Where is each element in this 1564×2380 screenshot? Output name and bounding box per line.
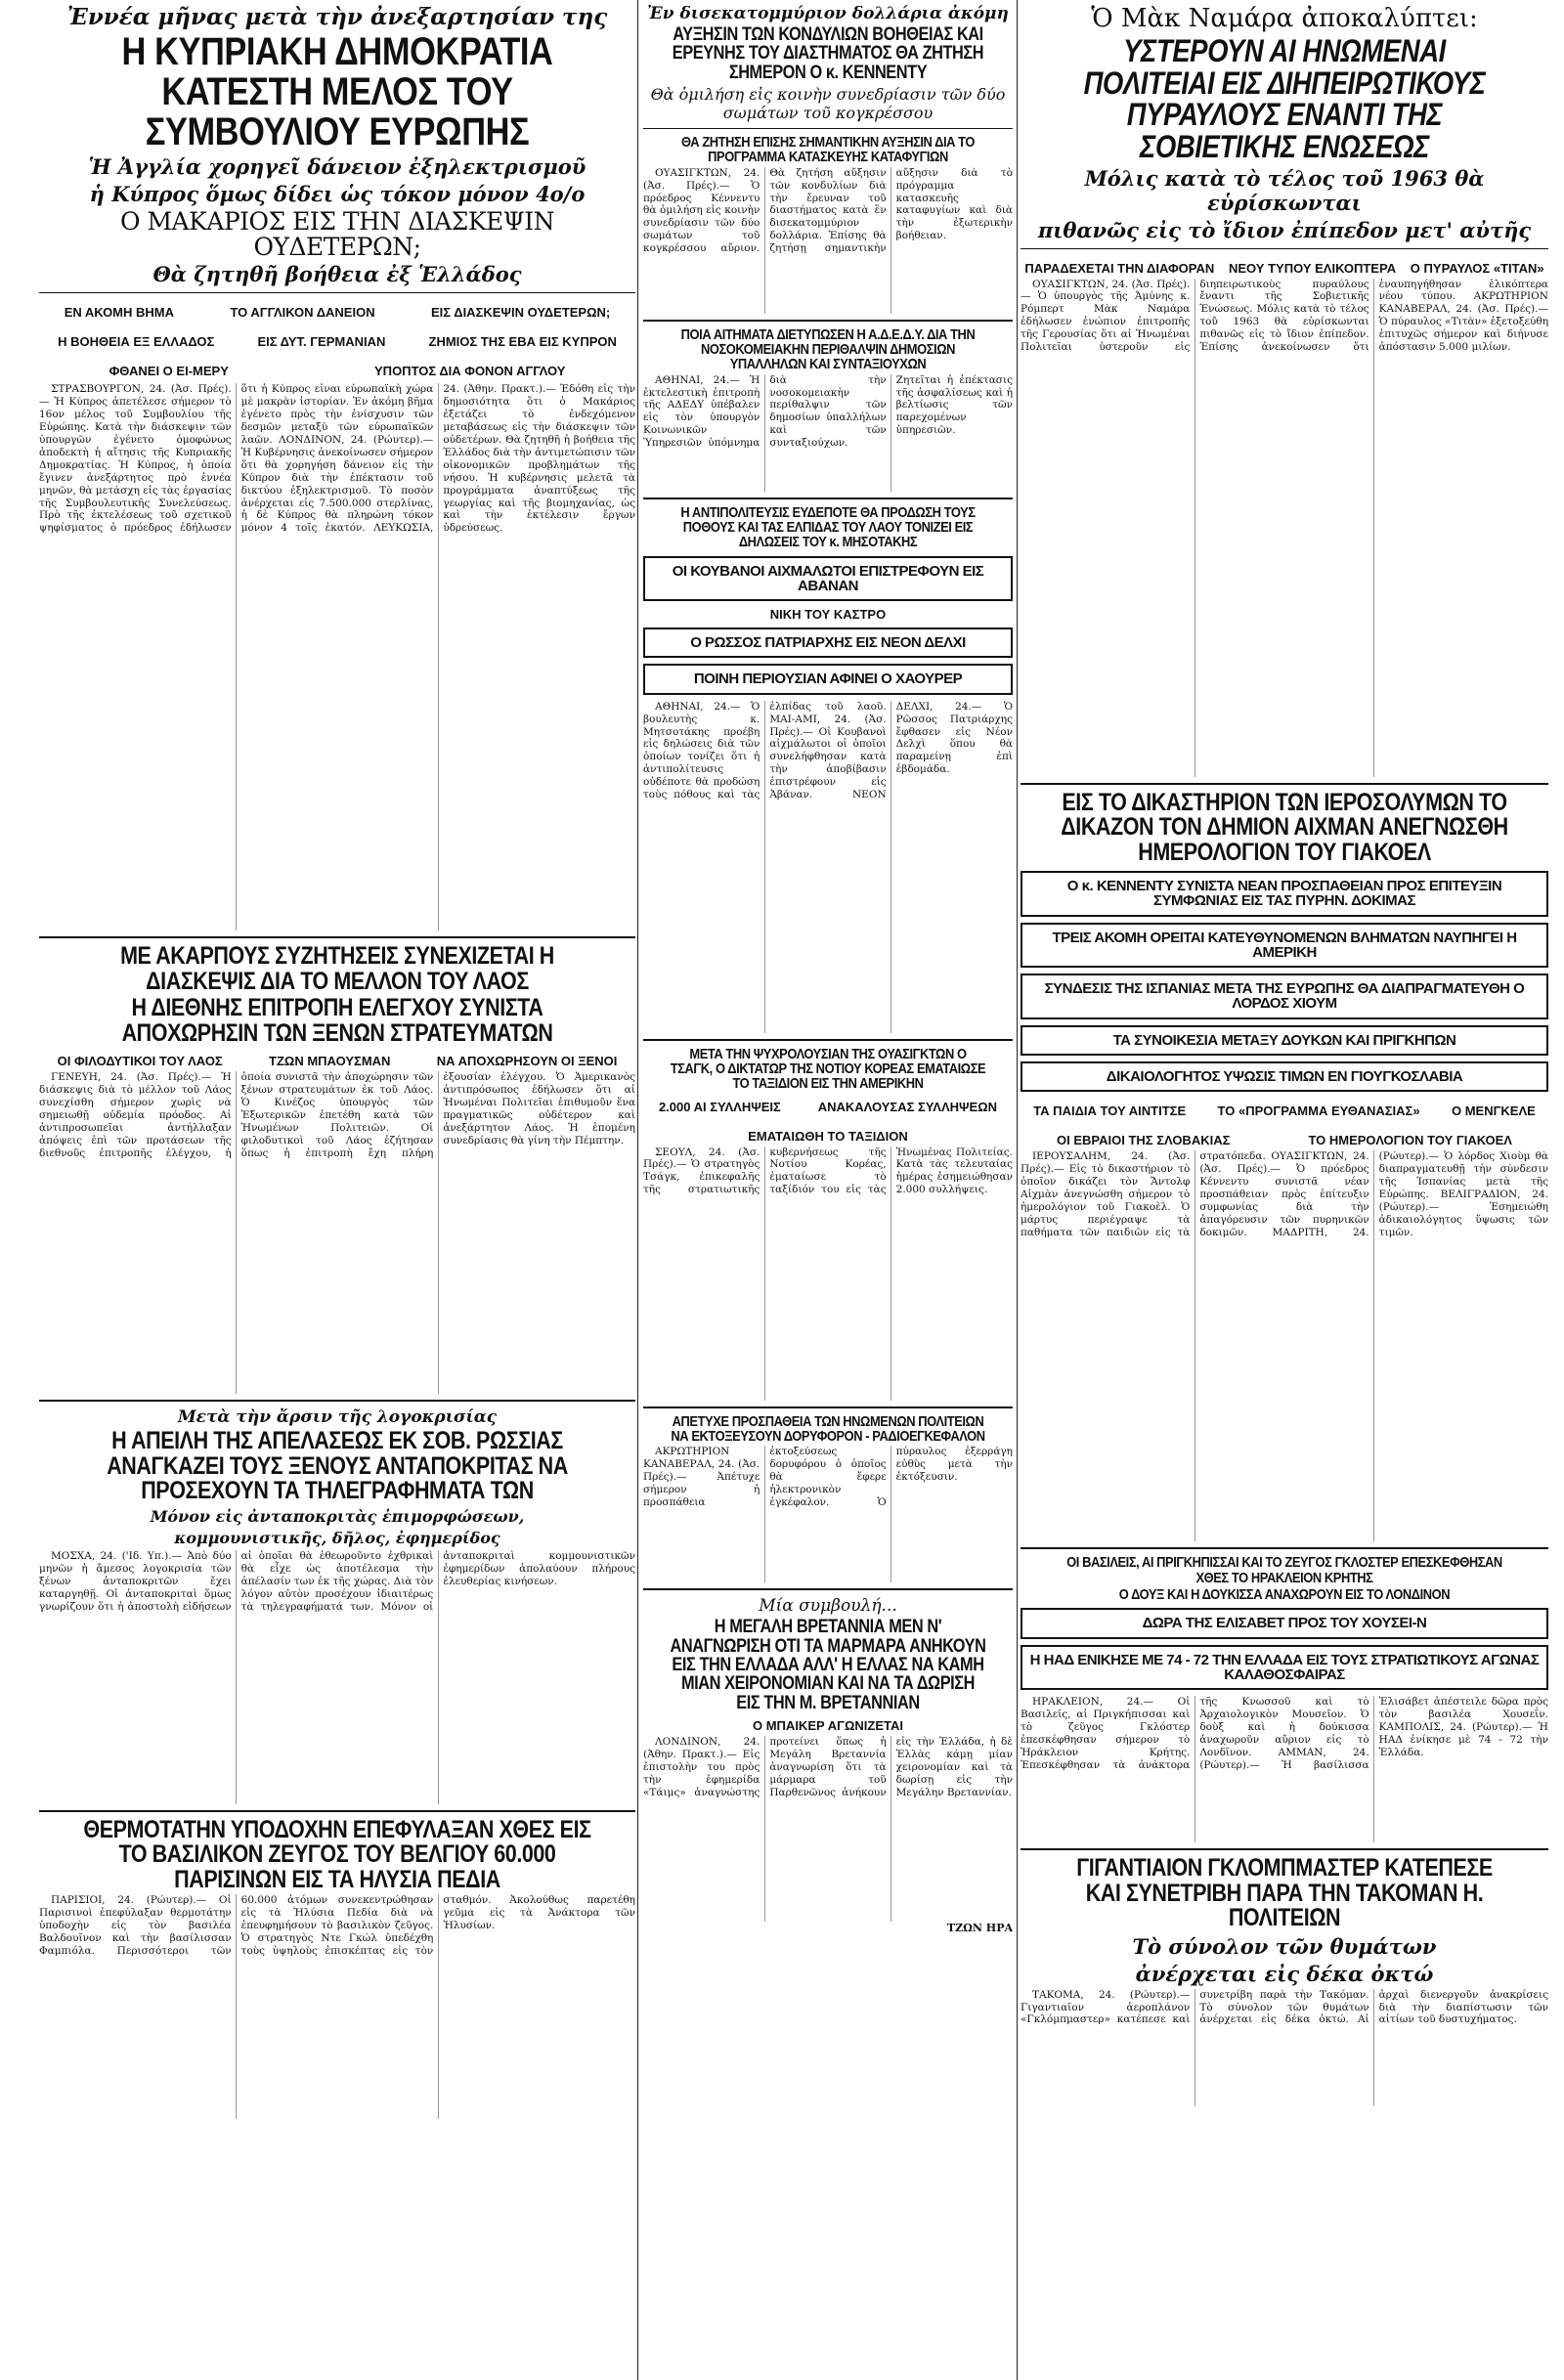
box-title: ΤΡΕΙΣ ΑΚΟΜΗ ΟΡΕΙΤΑΙ ΚΑΤΕΥΘΥΝΟΜΕΝΩΝ ΒΛΗΜΑΤΩΝ ΝΑΥΠΗΓΕΙ Η ΑΜΕΡΙΚΗ <box>1052 929 1517 961</box>
box-title: ΟΙ ΚΟΥΒΑΝΟΙ ΑΙΧΜΑΛΩΤΟΙ ΕΠΙΣΤΡΕΦΟΥΝ ΕΙΣ ΑΒΑΝΑΝ <box>672 562 984 594</box>
article-royals-crete <box>1021 1555 1548 1842</box>
subhead: Η ΒΟΗΘΕΙΑ ΕΞ ΕΛΛΑΔΟΣ <box>58 334 215 350</box>
headline: Ο ΔΟΥΞ ΚΑΙ Η ΔΟΥΚΙΣΣΑ ΑΝΑΧΩΡΟΥΝ ΕΙΣ ΤΟ ΛΟΝΔΙΝΟΝ <box>1118 1585 1451 1603</box>
article-globemaster <box>1021 1856 1548 2106</box>
article-body <box>39 383 635 930</box>
subhead: ΝΕΟΥ ΤΥΠΟΥ ΕΛΙΚΟΠΤΕΡΑ <box>1229 260 1397 276</box>
article-body <box>39 1071 635 1394</box>
article-body <box>1021 1989 1548 2106</box>
article-body <box>39 1894 635 2119</box>
column-rule <box>1017 0 1018 2380</box>
divider <box>643 1588 1013 1590</box>
box-title: Η ΗΑΔ ΕΝΙΚΗΣΕ ΜΕ 74 - 72 ΤΗΝ ΕΛΛΑΔΑ ΕΙΣ ΤΟΥΣ ΣΤΡΑΤΙΩΤΙΚΟΥΣ ΑΓΩΝΑΣ ΚΑΛΑΘΟΣΦΑΙΡΑΣ <box>1029 1651 1540 1683</box>
signature: ΤΖΩΝ ΗΡΑ <box>946 1922 1013 1935</box>
divider <box>39 936 635 938</box>
deck: Μόλις κατὰ τὸ τέλος τοῦ 1963 θὰ εὑρίσκωνται <box>1084 165 1485 215</box>
headline: ΜΕ ΑΚΑΡΠΟΥΣ ΣΥΖΗΤΗΣΕΙΣ ΣΥΝΕΧΙΖΕΤΑΙ Η ΔΙΑΣΚΕΨΙΣ ΔΙΑ ΤΟ ΜΕΛΛΟΝ ΤΟΥ ΛΑΟΣ <box>120 942 554 995</box>
subhead: ΤΖΩΝ ΜΠΑΟΥΣΜΑΝ <box>269 1054 391 1069</box>
subhead: ΠΑΡΑΔΕΧΕΤΑΙ ΤΗΝ ΔΙΑΦΟΡΑΝ <box>1024 260 1215 276</box>
column-rule <box>637 0 638 2380</box>
box-title: ΔΩΡΑ ΤΗΣ ΕΛΙΣΑΒΕΤ ΠΡΟΣ ΤΟΥ ΧΟΥΣΕΙ-Ν <box>1142 1615 1427 1632</box>
column-left <box>39 0 635 2380</box>
article-body <box>1021 1150 1548 1541</box>
divider <box>643 1406 1013 1408</box>
subhead: ΝΑ ΑΠΟΧΩΡΗΣΟΥΝ ΟΙ ΞΕΝΟΙ <box>436 1054 618 1069</box>
headline: Η ΜΕΓΑΛΗ ΒΡΕΤΑΝΝΙΑ ΜΕΝ Ν' ΑΝΑΓΝΩΡΙΣΗ ΟΤΙ ΤΑ ΜΑΡΜΑΡΑ ΑΝΗΚΟΥΝ ΕΙΣ ΤΗΝ ΕΛΛΑΔΑ ΑΛΛ' Η ΕΛΛΑΣ ΝΑ ΚΑΜΗ ΜΙΑΝ ΧΕΙΡΟΝΟΜΙΑΝ ΚΑΙ ΝΑ ΤΑ ΔΩΡΙΣΗ ΕΙΣ ΤΗΝ Μ. ΒΡΕΤΑΝΝΙΑΝ <box>670 1617 986 1713</box>
article-kennedy <box>643 4 1013 314</box>
headline: Η ΔΙΕΘΝΗΣ ΕΠΙΤΡΟΠΗ ΕΛΕΓΧΟΥ ΣΥΝΙΣΤΑ ΑΠΟΧΩΡΗΣΙΝ ΤΩΝ ΞΕΝΩΝ ΣΤΡΑΤΕΥΜΑΤΩΝ <box>121 994 553 1047</box>
box-title: ΣΥΝΔΕΣΙΣ ΤΗΣ ΙΣΠΑΝΙΑΣ ΜΕΤΑ ΤΗΣ ΕΥΡΩΠΗΣ ΘΑ ΔΙΑΠΡΑΓΜΑΤΕΥΘΗ Ο ΛΟΡΔΟΣ ΧΙΟΥΜ <box>1044 980 1525 1013</box>
article-belgium <box>39 1815 635 2120</box>
boxed-headline <box>1021 1608 1548 1638</box>
box-title: ΔΙΚΑΙΟΛΟΓΗΤΟΣ ΥΨΩΣΙΣ ΤΙΜΩΝ ΕΝ ΓΙΟΥΓΚΟΣΛΑΒΙΑ <box>1106 1068 1463 1086</box>
boxed-headline <box>643 664 1013 694</box>
deck: Τὸ σύνολον τῶν θυμάτων <box>1132 1933 1437 1959</box>
boxed-headline <box>1021 1025 1548 1056</box>
box-title: ΠΟΙΝΗ ΠΕΡΙΟΥΣΙΑΝ ΑΦΙΝΕΙ Ο ΧΑΟΥΡΕΡ <box>693 671 963 688</box>
subhead: ΤΟ «ΠΡΟΓΡΑΜΜΑ ΕΥΘΑΝΑΣΙΑΣ» <box>1217 1103 1420 1119</box>
boxed-headline <box>1021 871 1548 917</box>
kicker: Μία συμβουλή... <box>759 1596 897 1617</box>
subhead: 2.000 ΑΙ ΣΥΛΛΗΨΕΙΣ <box>658 1099 781 1114</box>
column-right <box>1021 0 1548 2380</box>
kicker: Ὁ Μὰκ Ναμάρα ἀποκαλύπτει: <box>1091 4 1478 33</box>
headline: Η ΑΝΤΙΠΟΛΙΤΕΥΣΙΣ ΕΥΔΕΠΟΤΕ ΘΑ ΠΡΟΔΩΣΗ ΤΟΥΣ ΠΟΘΟΥΣ ΚΑΙ ΤΑΣ ΕΛΠΙΔΑΣ ΤΟΥ ΛΑΟΥ ΤΟΝΙΖΕΙ ΕΙΣ ΔΗΛΩΣΕΙΣ ΤΟΥ κ. ΜΗΣΟΤΑΚΗΣ <box>680 503 976 551</box>
article-laos <box>39 944 635 1394</box>
headline: ΜΕΤΑ ΤΗΝ ΨΥΧΡΟΛΟΥΣΙΑΝ ΤΗΣ ΟΥΑΣΙΓΚΤΩΝ Ο ΤΣΑΓΚ, Ο ΔΙΚΤΑΤΩΡ ΤΗΣ ΝΟΤΙΟΥ ΚΟΡΕΑΣ ΕΜΑΤΑΙΩΣΕ ΤΟ ΤΑΞΙΔΙΟΝ ΕΙΣ ΤΗΝ ΑΜΕΡΙΚΗΝ <box>670 1045 986 1093</box>
article-adedy <box>643 327 1013 492</box>
subhead: ΦΘΑΝΕΙ Ο ΕΙ-ΜΕΡΥ <box>109 364 229 379</box>
deck: Θὰ ὁμιλήση εἰς κοινὴν συνεδρίασιν τῶν δύο σωμάτων τοῦ κογκρέσσου <box>650 85 1006 123</box>
deck: ἀνέρχεται εἰς δέκα ὀκτώ <box>1135 1961 1434 1986</box>
subhead: ΕΝ ΑΚΟΜΗ ΒΗΜΑ <box>64 305 175 321</box>
subhead: ΟΙ ΦΙΛΟΔΥΤΙΚΟΙ ΤΟΥ ΛΑΟΣ <box>57 1054 223 1069</box>
deck: Ἡ Ἀγγλία χορηγεῖ δάνειον ἐξηλεκτρισμοῦ <box>88 154 586 180</box>
divider <box>39 1400 635 1402</box>
divider <box>1021 1848 1548 1850</box>
headline: ΥΣΤΕΡΟΥΝ ΑΙ ΗΝΩΜΕΝΑΙ ΠΟΛΙΤΕΙΑΙ ΕΙΣ ΔΙΗΠΕΙΡΩΤΙΚΟΥΣ ΠΥΡΑΥΛΟΥΣ ΕΝΑΝΤΙ ΤΗΣ ΣΟΒΙΕΤΙΚΗΣ ΕΝΩΣΕΩΣ <box>1083 33 1486 164</box>
paragraph: ΣΤΡΑΣΒΟΥΡΓΟΝ, 24. (Ἀσ. Πρές).— Ἡ Κύπρος ἀπετέλεσε σήμερον τὸ 16ον μέλος τοῦ Συμβουλίου τῆς Εὐρώπης. Κατὰ τὴν διάσκεψιν τῶν ὑπουργῶν ἐγένετο ὁμοφώνως ἀποδεκτὴ ἡ αἴτησις τῆς Κυπριακῆς Δημοκρατίας. Ἡ Κύπρος, ἡ ὁποία ἔγινεν ἀνεξάρτητος πρὸ ἐννέα μηνῶν, θὰ μετάσχη εἰς τὰς ἐργασίας τῆς Συμβουλευτικῆς Συνελεύσεως. Πρὸ τῆς ἐκτελέσεως τοῦ σχετικοῦ ψηφίσματος ὁ πρόεδρος ἐδήλωσεν ὅτι ἡ Κύπρος εἶναι εὐρωπαϊκὴ χώρα μὲ μακρὰν ἱστορίαν. Ἐν ἀκόμη βῆμα ἐγένετο πρὸς τὴν ἐνίσχυσιν τῶν δεσμῶν μεταξὺ τῶν εὐρωπαϊκῶν λαῶν. ΛΟΝΔΙΝΟΝ, 24. (Ρώυτερ).— Ἡ Κυβέρνησις ἀνεκοίνωσεν σήμερον ὅτι θὰ χορηγήση δάνειον εἰς τὴν Κύπρον διὰ τὴν ἐπέκτασιν τοῦ δικτύου ἐξηλεκτρισμοῦ. Τὸ ποσὸν ἀνέρχεται εἰς 7.500.000 στερλίνας, ἡ δὲ Κύπρος θὰ πληρώνη τόκον μόνον 4 τοῖς ἑκατόν. ΛΕΥΚΩΣΙΑ, 24. (Ἀθην. Πρακτ.).— Ἐδόθη εἰς τὴν δημοσιότητα ὅτι ὁ Μακάριος ἐξετάζει τὸ ἐνδεχόμενον μεταβάσεως εἰς τὴν διάσκεψιν τῶν οὐδετέρων. Θὰ ζητηθῆ ἡ βοήθεια τῆς Ἑλλάδος διὰ τὴν ἀντιμετώπισιν τῶν οἰκονομικῶν προβλημάτων τῆς νήσου. Ἡ κυβέρνησις μελετᾶ τὰ προγράμματα ἀναπτύξεως τῆς γεωργίας καὶ τῆς βιομηχανίας, ὡς καὶ τὴν ἐκτέλεσιν ἔργων ὑδρεύσεως. <box>39 383 635 535</box>
box-title: Ο κ. ΚΕΝΝΕΝΤΥ ΣΥΝΙΣΤΑ ΝΕΑΝ ΠΡΟΣΠΑΘΕΙΑΝ ΠΡΟΣ ΕΠΙΤΕΥΞΙΝ ΣΥΜΦΩΝΙΑΣ ΕΙΣ ΤΑΣ ΠΥΡΗΝ. ΔΟΚΙΜΑΣ <box>1066 878 1502 910</box>
column-middle <box>643 0 1013 2380</box>
paragraph: ΤΑΚΟΜΑ, 24. (Ρώυτερ).— Γιγαντιαῖον ἀεροπλάνον «Γκλόμπμαστερ» κατέπεσε καὶ συνετρίβη παρὰ τὴν Τακόμαν. Τὸ σύνολον τῶν θυμάτων ἀνέρχεται εἰς δέκα ὀκτώ. Αἱ ἀρχαὶ διενεργοῦν ἀνακρίσεις διὰ τὴν διαπίστωσιν τῶν αἰτίων τοῦ δυστυχήματος. <box>1021 1988 1548 2026</box>
article-mcnamara <box>1021 4 1548 777</box>
article-mitsotakis <box>643 505 1013 1033</box>
headline: ΘΑ ΖΗΤΗΣΗ ΕΠΙΣΗΣ ΣΗΜΑΝΤΙΚΗΝ ΑΥΞΗΣΙΝ ΔΙΑ ΤΟ ΠΡΟΓΡΑΜΜΑ ΚΑΤΑΣΚΕΥΗΣ ΚΑΤΑΦΥΓΙΩΝ <box>681 134 975 166</box>
divider <box>39 292 635 293</box>
headline: Ο ΜΑΚΑΡΙΟΣ ΕΙΣ ΤΗΝ ΔΙΑΣΚΕΨΙΝ ΟΥΔΕΤΕΡΩΝ; <box>120 207 554 261</box>
boxed-headline <box>1021 974 1548 1019</box>
article-body <box>643 1446 1013 1582</box>
article-body <box>643 1736 1013 1922</box>
subhead: ΝΙΚΗ ΤΟΥ ΚΑΣΤΡΟ <box>769 607 887 623</box>
kicker: Ἐννέα μῆνας μετὰ τὴν ἀνεξαρτησίαν της <box>66 4 608 30</box>
paragraph: ΣΕΟΥΛ, 24. (Ἀσ. Πρές).— Ὁ στρατηγὸς Τσάγκ, ἐπικεφαλῆς τῆς στρατιωτικῆς κυβερνήσεως τῆς Νοτίου Κορέας, ἐματαίωσε τὸ ταξίδιόν του εἰς τὰς Ἡνωμένας Πολιτείας. Κατὰ τὰς τελευταίας ἡμέρας ἐσημειώθησαν 2.000 συλλήψεις. <box>643 1146 1013 1196</box>
box-title: ΤΑ ΣΥΝΟΙΚΕΣΙΑ ΜΕΤΑΞΥ ΔΟΥΚΩΝ ΚΑΙ ΠΡΙΓΚΗΠΩΝ <box>1112 1031 1456 1049</box>
headline: ΑΠΕΤΥΧΕ ΠΡΟΣΠΑΘΕΙΑ ΤΩΝ ΗΝΩΜΕΝΩΝ ΠΟΛΙΤΕΙΩΝ ΝΑ ΕΚΤΟΞΕΥΣΟΥΝ ΔΟΡΥΦΟΡΟΝ - ΡΑΔΙΟΕΓΚΕΦΑΛΟΝ <box>671 1412 985 1445</box>
subhead: ΕΙΣ ΔΙΑΣΚΕΨΙΝ ΟΥΔΕΤΕΡΩΝ; <box>431 305 611 321</box>
article-korea <box>643 1047 1013 1401</box>
article-body <box>39 1550 635 1804</box>
subhead: Ο ΜΠΑΙΚΕΡ ΑΓΩΝΙΖΕΤΑΙ <box>752 1718 903 1734</box>
subhead: ΤΟ ΗΜΕΡΟΛΟΓΙΟΝ ΤΟΥ ΓΙΑΚΟΕΛ <box>1308 1133 1512 1148</box>
boxed-headline <box>1021 1061 1548 1092</box>
divider <box>1021 783 1548 785</box>
subhead: Ο ΠΥΡΑΥΛΟΣ «ΤΙΤΑΝ» <box>1410 260 1544 276</box>
divider <box>643 498 1013 499</box>
article-eichmann <box>1021 788 1548 1542</box>
paragraph: ΑΘΗΝΑΙ, 24.— Ἡ ἐκτελεστικὴ ἐπιτροπὴ τῆς ΑΔΕΔΥ ὑπέβαλεν εἰς τὸν ὑπουργὸν Κοινωνικῶν Ὑπηρεσιῶν ὑπόμνημα διὰ τὴν νοσοκομειακὴν περίθαλψιν τῶν δημοσίων ὑπαλλήλων καὶ τῶν συνταξιούχων. Ζητεῖται ἡ ἐπέκτασις τῆς ἀσφαλίσεως καὶ ἡ βελτίωσις τῶν παρεχομένων ὑπηρεσιῶν. <box>643 373 1013 450</box>
headline: ΓΙΓΑΝΤΙΑΙΟΝ ΓΚΛΟΜΠΜΑΣΤΕΡ ΚΑΤΕΠΕΣΕ ΚΑΙ ΣΥΝΕΤΡΙΒΗ ΠΑΡΑ ΤΗΝ ΤΑΚΟΜΑΝ Η. ΠΟΛΙΤΕΙΩΝ <box>1076 1854 1493 1932</box>
paragraph: ΜΟΣΧΑ, 24. ('Ιδ. Υπ.).— Ἀπὸ δύο μηνῶν ἡ ἄμεσος λογοκρισία τῶν ξένων ἀνταποκριτῶν ἔχει καταργηθῇ. Οἱ ἀνταποκριταὶ ὅμως γνωρίζουν ὅτι ἡ ἀποστολὴ εἰδήσεων αἱ ὁποῖαι θὰ ἐθεωροῦντο ἐχθρικαὶ θὰ εἶχε ὡς ἀποτέλεσμα τὴν ἀπέλασίν των ἐκ τῆς χώρας. Διὰ τὸν λόγον αὐτὸν προσέχουν ἰδιαιτέρως τὰ τηλεγραφήματά των. Μόνον οἱ ἀνταποκριταὶ κομμουνιστικῶν ἐφημερίδων ἀπολαύουν πλήρους ἐλευθερίας κινήσεων. <box>39 1549 635 1613</box>
article-moscow <box>39 1407 635 1804</box>
boxed-headline <box>643 556 1013 602</box>
paragraph: ΟΥΑΣΙΓΚΤΩΝ, 24. (Ἀσ. Πρές).— Ὁ πρόεδρος Κέννεντυ θὰ ὁμιλήση εἰς κοινὴν συνεδρίασιν τῶν δύο σωμάτων τοῦ κογκρέσσου αὔριον. Θὰ ζητήση αὔξησιν τῶν κονδυλίων διὰ τὴν ἔρευναν τοῦ διαστήματος κατὰ ἓν δισεκατομμύριον δολλάρια. Ἐπίσης θὰ ζητήσῃ σημαντικὴν αὔξησιν διὰ τὸ πρόγραμμα κατασκευῆς καταφυγίων καὶ διὰ τὴν ἐξωτερικὴν βοήθειαν. <box>643 166 1013 255</box>
paragraph: ΑΚΡΩΤΗΡΙΟΝ ΚΑΝΑΒΕΡΑΛ, 24. (Ἀσ. Πρές).— Ἀπέτυχε σήμερον ἡ προσπάθεια ἐκτοξεύσεως δορυφόρου ὁ ὁποῖος θὰ ἔφερε ἠλεκτρονικὸν ἐγκέφαλον. Ὁ πύραυλος ἐξερράγη εὐθὺς μετὰ τὴν ἐκτόξευσιν. <box>643 1446 1013 1508</box>
article-body <box>1021 279 1548 777</box>
paragraph: ΟΥΑΣΙΓΚΤΩΝ, 24. (Ἀσ. Πρές).— Ὁ ὑπουργὸς τῆς Ἀμύνης κ. Ρόμπερτ Μὰκ Ναμάρα ἐδήλωσεν ἐνώπιον ἐπιτροπῆς τῆς Γερουσίας ὅτι αἱ Ἡνωμέναι Πολιτεῖαι ὑστεροῦν εἰς διηπειρωτικοὺς πυραύλους ἔναντι τῆς Σοβιετικῆς Ἑνώσεως. Μόλις κατὰ τὸ τέλος τοῦ 1963 θὰ εὑρίσκωνται πιθανῶς εἰς τὸ ἴδιον ἐπίπεδον. Ἐπίσης ἀνεκοίνωσεν ὅτι ἐναυπηγήθησαν ἑλικόπτερα νέου τύπου. ΑΚΡΩΤΗΡΙΟΝ ΚΑΝΑΒΕΡΑΛ, 24. (Ἀσ. Πρές).— Ὁ πύραυλος «Τιτὰν» ἐξετοξεύθη ἐπιτυχῶς σήμερον καὶ διήνυσε ἀπόστασιν 5.000 μιλίων. <box>1021 278 1548 354</box>
article-satellite <box>643 1414 1013 1583</box>
deck: Μόνον εἰς ἀνταποκριτὰς ἐπιμορφώσεων, <box>150 1506 525 1526</box>
headline: Η ΑΠΕΙΛΗ ΤΗΣ ΑΠΕΛΑΣΕΩΣ ΕΚ ΣΟΒ. ΡΩΣΣΙΑΣ ΑΝΑΓΚΑΖΕΙ ΤΟΥΣ ΞΕΝΟΥΣ ΑΝΤΑΠΟΚΡΙΤΑΣ ΝΑ ΠΡΟΣΕΧΟΥΝ ΤΑ ΤΗΛΕΓΡΑΦΗΜΑΤΑ ΤΩΝ <box>107 1427 568 1505</box>
article-cyprus <box>39 4 635 930</box>
deck: ἡ Κύπρος ὅμως δίδει ὡς τόκον μόνον 4ο/ο <box>89 182 586 207</box>
subhead: ΤΑ ΠΑΙΔΙΑ ΤΟΥ ΑΙΝΤΙΤΣΕ <box>1033 1103 1187 1119</box>
box-title: Ο ΡΩΣΣΟΣ ΠΑΤΡΙΑΡΧΗΣ ΕΙΣ ΝΕΟΝ ΔΕΛΧΙ <box>690 634 966 652</box>
divider <box>1021 248 1548 249</box>
headline: ΟΙ ΒΑΣΙΛΕΙΣ, ΑΙ ΠΡΙΓΚΗΠΙΣΣΑΙ ΚΑΙ ΤΟ ΖΕΥΓΟΣ ΓΚΛΟΣΤΕΡ ΕΠΕΣΚΕΦΘΗΣΑΝ ΧΘΕΣ ΤΟ ΗΡΑΚΛΕΙΟΝ ΚΡΗΤΗΣ <box>1066 1554 1502 1586</box>
headline: Η ΚΥΠΡΙΑΚΗ ΔΗΜΟΚΡΑΤΙΑ ΚΑΤΕΣΤΗ ΜΕΛΟΣ ΤΟΥ ΣΥΜΒΟΥΛΙΟΥ ΕΥΡΩΠΗΣ <box>121 30 553 153</box>
deck: Θὰ ζητηθῆ βοήθεια ἐξ Ἑλλάδος <box>152 262 522 287</box>
article-body <box>643 167 1013 314</box>
paragraph: ΠΑΡΙΣΙΟΙ, 24. (Ρώυτερ).— Οἱ Παρισινοὶ ἐπεφύλαξαν θερμοτάτην ὑποδοχὴν εἰς τὸν βασιλέα Βαλδουῖνον καὶ τὴν βασίλισσαν Φαμπιόλα. Περισσότεροι τῶν 60.000 ἀτόμων συνεκεντρώθησαν εἰς τὰ Ἠλύσια Πεδία διὰ νὰ ἐπευφημήσουν τὸ βασιλικὸν ζεῦγος. Ὁ στρατηγὸς Ντε Γκώλ ὑπεδέχθη τοὺς ὑψηλοὺς ἐπισκέπτας εἰς τὸν σταθμόν. Ἀκολούθως παρετέθη γεῦμα εἰς τὰ Ἀνάκτορα τῶν Ἠλυσίων. <box>39 1894 635 1958</box>
article-body <box>643 374 1013 492</box>
subhead: ΕΙΣ ΔΥΤ. ΓΕΡΜΑΝΙΑΝ <box>257 334 386 350</box>
paragraph: ΙΕΡΟΥΣΑΛΗΜ, 24. (Ἀσ. Πρές).— Εἰς τὸ δικαστήριον τὸ ὁποῖον δικάζει τὸν Ἄντολφ Αἰχμὰν ἀνεγνώσθη σήμερον τὸ ἡμερολόγιον τοῦ Γιακοὲλ. Ὁ μάρτυς περιέγραψε τὰ παθήματα τῶν παιδιῶν εἰς τὰ στρατόπεδα. ΟΥΑΣΙΓΚΤΩΝ, 24. (Ἀσ. Πρές).— Ὁ πρόεδρος Κέννεντυ συνιστᾶ νέαν προσπάθειαν πρὸς ἐπίτευξιν συμφωνίας διὰ τὴν ἀπαγόρευσιν τῶν πυρηνικῶν δοκιμῶν. ΜΑΔΡΙΤΗ, 24. (Ρώυτερ).— Ὁ λόρδος Χιοὺμ θὰ διαπραγματευθῇ τὴν σύνδεσιν τῆς Ἱσπανίας μετὰ τῆς Εὐρώπης. ΒΕΛΙΓΡΑΔΙΟΝ, 24. (Ρώυτερ).— Ἐσημειώθη ἀδικαιολόγητος ὕψωσις τῶν τιμῶν. <box>1021 1150 1548 1238</box>
headline: ΕΙΣ ΤΟ ΔΙΚΑΣΤΗΡΙΟΝ ΤΩΝ ΙΕΡΟΣΟΛΥΜΩΝ ΤΟ ΔΙΚΑΖΟΝ ΤΟΝ ΔΗΜΙΟΝ ΑΙΧΜΑΝ ΑΝΕΓΝΩΣΘΗ ΗΜΕΡΟΛΟΓΙΟΝ ΤΟΥ ΓΙΑΚΟΕΛ <box>1061 788 1508 866</box>
paragraph: ΑΘΗΝΑΙ, 24.— Ὁ βουλευτὴς κ. Μητσοτάκης προέβη εἰς δηλώσεις διὰ τῶν ὁποίων τονίζει ὅτι ἡ ἀντιπολίτευσις οὐδέποτε θὰ προδώση τοὺς πόθους καὶ τὰς ἐλπίδας τοῦ λαοῦ. ΜΑΙ-ΑΜΙ, 24. (Ἀσ. Πρές).— Οἱ Κουβανοὶ αἰχμάλωτοι οἱ ὁποῖοι συνελήφθησαν κατὰ τὴν ἀποβίβασιν ἐπιστρέφουν εἰς Ἀβάναν. ΝΕΟΝ ΔΕΛΧΙ, 24.— Ὁ Ρῶσσος Πατριάρχης ἔφθασεν εἰς Νέον Δελχὶ ὅπου θὰ παραμείνῃ ἐπὶ ἑβδομάδα. <box>643 700 1013 801</box>
subhead: ΖΗΜΙΟΣ ΤΗΣ ΕΒΑ ΕΙΣ ΚΥΠΡΟΝ <box>428 334 617 350</box>
article-body <box>643 701 1013 1033</box>
subhead: ΤΟ ΑΓΓΛΙΚΟΝ ΔΑΝΕΙΟΝ <box>230 305 375 321</box>
subhead: ΑΝΑΚΑΛΟΥΣΑΣ ΣΥΛΛΗΨΕΩΝ <box>817 1099 998 1114</box>
article-marbles <box>643 1596 1013 1934</box>
kicker: Μετὰ τὴν ἄρσιν τῆς λογοκρισίας <box>177 1407 498 1428</box>
divider <box>1021 1547 1548 1549</box>
article-body <box>1021 1696 1548 1842</box>
subhead: ΟΙ ΕΒΡΑΙΟΙ ΤΗΣ ΣΛΟΒΑΚΙΑΣ <box>1057 1133 1231 1148</box>
paragraph: ΛΟΝΔΙΝΟΝ, 24. (Ἀθην. Πρακτ.).— Εἰς ἐπιστολὴν του πρὸς τὴν ἐφημερίδα «Τάιμς» ἀναγνώστης προτείνει ὅπως ἡ Μεγάλη Βρεταννία ἀναγνωρίση ὅτι τὰ μάρμαρα τοῦ Παρθενῶνος ἀνήκουν εἰς τὴν Ἑλλάδα, ἡ δὲ Ἑλλὰς κάμῃ μίαν χειρονομίαν καὶ τὰ δωρίσῃ εἰς τὴν Μεγάλην Βρεταννίαν. <box>643 1736 1013 1798</box>
divider <box>643 1039 1013 1041</box>
headline: ΘΕΡΜΟΤΑΤΗΝ ΥΠΟΔΟΧΗΝ ΕΠΕΦΥΛΑΞΑΝ ΧΘΕΣ ΕΙΣ ΤΟ ΒΑΣΙΛΙΚΟΝ ΖΕΥΓΟΣ ΤΟΥ ΒΕΛΓΙΟΥ 60.000 ΠΑΡΙΣΙΝΩΝ ΕΙΣ ΤΑ ΗΛΥΣΙΑ ΠΕΔΙΑ <box>83 1815 591 1893</box>
paragraph: ΗΡΑΚΛΕΙΟΝ, 24.— Οἱ Βασιλεῖς, αἱ Πριγκήπισσαι καὶ τὸ ζεῦγος Γκλόστερ ἐπεσκέφθησαν σήμερον τὸ Ἡράκλειον Κρήτης. Ἐπεσκέφθησαν τὰ ἀνάκτορα τῆς Κνωσσοῦ καὶ τὸ Ἀρχαιολογικὸν Μουσεῖον. Ὁ δοὺξ καὶ ἡ δούκισσα ἀναχωροῦν αὔριον εἰς τὸ Λονδῖνον. ΑΜΜΑΝ, 24. (Ρώυτερ).— Ἡ βασίλισσα Ἐλισάβετ ἀπέστειλε δῶρα πρὸς τὸν βασιλέα Χουσεΐν. ΚΑΜΠΟΛΙΣ, 24. (Ρώυτερ).— Ἡ ΗΑΔ ἐνίκησε μὲ 74 - 72 τὴν Ἑλλάδα. <box>1021 1696 1548 1771</box>
divider <box>643 128 1013 129</box>
boxed-headline <box>1021 1645 1548 1691</box>
divider <box>643 320 1013 322</box>
deck: πιθανῶς εἰς τὸ ἴδιον ἐπίπεδον μετ' αὐτῆς <box>1037 217 1532 242</box>
boxed-headline <box>643 627 1013 658</box>
kicker: Ἐν δισεκατομμύριον δολλάρια ἀκόμη <box>647 4 1009 23</box>
paragraph: ΓΕΝΕΥΗ, 24. (Ἀσ. Πρές).— Ἡ διάσκεψις διὰ τὸ μέλλον τοῦ Λάος συνεχίσθη σήμερον χωρὶς νὰ σημειωθῇ οὐδεμία πρόοδος. Αἱ ἀντιπροσωπεῖαι ἀντήλλαξαν ἀπόψεις ἐπὶ τῶν προτάσεων τῆς διεθνοῦς ἐπιτροπῆς ἐλέγχου, ἡ ὁποία συνιστᾶ τὴν ἀποχώρησιν τῶν ξένων στρατευμάτων ἐκ τοῦ Λάος. Ὁ Κινέζος ὑπουργὸς τῶν Ἐξωτερικῶν ἐπετέθη κατὰ τῶν Ἡνωμένων Πολιτειῶν. Οἱ φιλοδυτικοὶ τοῦ Λάος ἐζήτησαν ὅπως ἡ ἐπιτροπὴ ἔχη πλήρη ἐξουσίαν ἐλέγχου. Ὁ Ἀμερικανὸς ἀντιπρόσωπος ἐδήλωσεν ὅτι αἱ Ἡνωμέναι Πολιτεῖαι ἐπιθυμοῦν ἕνα πραγματικῶς οὐδέτερον καὶ ἀνεξάρτητον Λάος. Ἡ ἐπομένη συνεδρίασις θὰ γίνη τὴν Πέμπτην. <box>39 1071 635 1159</box>
deck: κομμουνιστικῆς, δῆλος, ἐφημερίδος <box>174 1528 500 1547</box>
subhead: ΥΠΟΠΤΟΣ ΔΙΑ ΦΟΝΟΝ ΑΓΓΛΟΥ <box>374 364 566 379</box>
article-body <box>643 1147 1013 1401</box>
headline: ΠΟΙΑ ΑΙΤΗΜΑΤΑ ΔΙΕΤΥΠΩΣΕΝ Η Α.Δ.Ε.Δ.Υ. ΔΙΑ ΤΗΝ ΝΟΣΟΚΟΜΕΙΑΚΗΝ ΠΕΡΙΘΑΛΨΙΝ ΔΗΜΟΣΙΩΝ ΥΠΑΛΛΗΛΩΝ ΚΑΙ ΣΥΝΤΑΞΙΟΥΧΩΝ <box>680 325 976 373</box>
subhead: Ο ΜΕΝΓΚΕΛΕ <box>1451 1103 1536 1119</box>
divider <box>39 1810 635 1812</box>
headline: ΑΥΞΗΣΙΝ ΤΩΝ ΚΟΝΔΥΛΙΩΝ ΒΟΗΘΕΙΑΣ ΚΑΙ ΕΡΕΥΝΗΣ ΤΟΥ ΔΙΑΣΤΗΜΑΤΟΣ ΘΑ ΖΗΤΗΣΗ ΣΗΜΕΡΟΝ Ο κ. ΚΕΝΝΕΝΤΥ <box>672 24 984 83</box>
boxed-headline <box>1021 923 1548 969</box>
subhead: ΕΜΑΤΑΙΩΘΗ ΤΟ ΤΑΞΙΔΙΟΝ <box>748 1128 908 1144</box>
